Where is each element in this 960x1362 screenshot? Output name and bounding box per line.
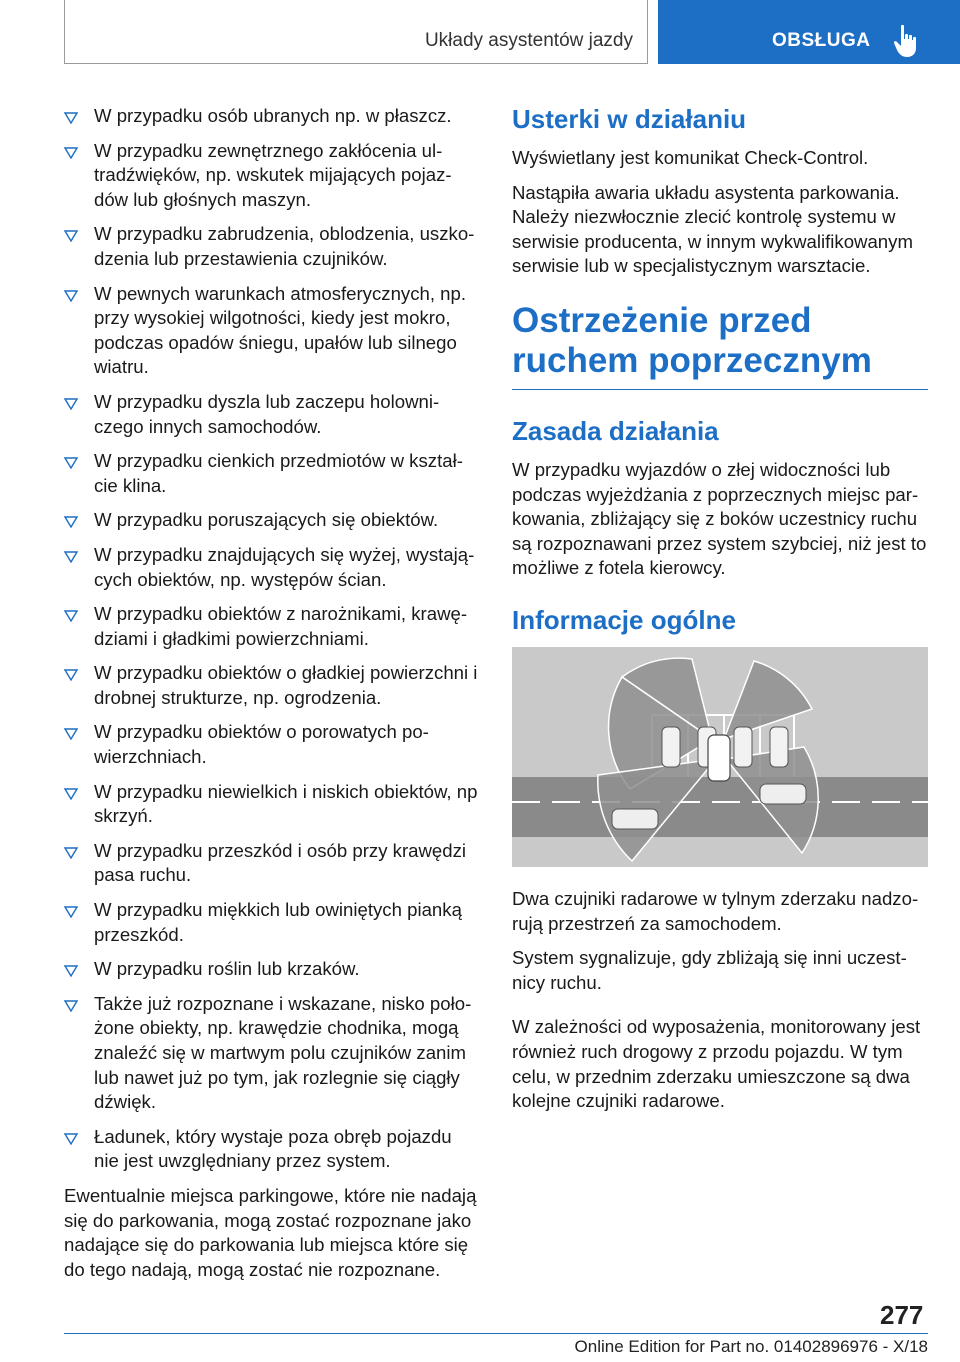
zasada-paragraph: W przypadku wyjazdów o złej widoczności lub podczas wyjeżdżania z poprzecznych miejsc parkowania, zbliżający się z boków uczestnicy ruchu są rozpoznawani przez system szybciej, niż jest to możliwe z fotela kierowcy. xyxy=(512,458,927,579)
list-item: W przypadku miękkich lub owiniętych pianką przeszkód. xyxy=(64,898,478,947)
list-item: W pewnych warunkach atmosferycznych, np. przy wysokiej wilgotności, kiedy jest mokro, podczas opadów śniegu, upałów lub silnego wiatru. xyxy=(64,282,478,380)
triangle-bullet-icon xyxy=(64,669,78,681)
header-chapter-box xyxy=(64,0,648,64)
triangle-bullet-icon xyxy=(64,230,78,242)
triangle-bullet-icon xyxy=(64,1133,78,1145)
usterki-paragraph-1: Wyświetlany jest komunikat Check-Control. xyxy=(512,147,869,168)
triangle-bullet-icon xyxy=(64,112,78,124)
informacje-heading: Informacje ogólne xyxy=(512,604,736,635)
triangle-bullet-icon xyxy=(64,551,78,563)
list-item: Ładunek, który wystaje poza obręb pojazdu nie jest uwzględniany przez system. xyxy=(64,1125,478,1174)
edition-line: Online Edition for Part no. 01402896976 - X/18 xyxy=(574,1337,928,1356)
triangle-bullet-icon xyxy=(64,906,78,918)
triangle-bullet-icon xyxy=(64,610,78,622)
usterki-heading: Usterki w działaniu xyxy=(512,104,747,134)
triangle-bullet-icon xyxy=(64,965,78,977)
list-item: Także już rozpoznane i wskazane, nisko położone obiekty, np. krawędzie chodnika, mogą znaleźć się w martwym polu czujników zanim lub nawet już po tym, jak rozlegnie się ciągły dźwięk. xyxy=(64,992,478,1115)
list-item: W przypadku zabrudzenia, oblodzenia, uszkodzenia lub przestawienia czujników. xyxy=(64,222,478,271)
triangle-bullet-icon xyxy=(64,1000,78,1012)
triangle-bullet-icon xyxy=(64,290,78,302)
list-item: W przypadku obiektów o porowatych powierzchniach. xyxy=(64,720,478,769)
main-heading: Ostrzeżenie przed ruchem poprzecznym xyxy=(512,301,928,390)
list-item: W przypadku przeszkód i osób przy krawędzi pasa ruchu. xyxy=(64,839,478,888)
figure-paragraph-2: System sygnalizuje, gdy zbliżają się inni uczestnicy ruchu. xyxy=(512,947,907,993)
header-section-tab[interactable] xyxy=(658,0,960,64)
list-item: W przypadku osób ubranych np. w płaszcz. xyxy=(64,104,478,129)
list-item: W przypadku dyszla lub zaczepu holowniczego innych samochodów. xyxy=(64,390,478,439)
page-number: 277 xyxy=(880,1300,924,1330)
triangle-bullet-icon xyxy=(64,728,78,740)
footer-divider xyxy=(64,1333,928,1334)
list-item: W przypadku obiektów z narożnikami, krawędziami i gładkimi powierzchniami. xyxy=(64,602,478,651)
triangle-bullet-icon xyxy=(64,457,78,469)
list-item: W przypadku zewnętrznego zakłócenia ultradźwięków, np. wskutek mijających pojazdów lub głośnych maszyn. xyxy=(64,139,478,213)
list-item: W przypadku cienkich przedmiotów w kształcie klina. xyxy=(64,449,478,498)
triangle-bullet-icon xyxy=(64,516,78,528)
list-item: W przypadku poruszających się obiektów. xyxy=(64,508,478,533)
hand-pointing-icon xyxy=(892,24,922,58)
triangle-bullet-icon xyxy=(64,847,78,859)
figure-paragraph-3: W zależności od wyposażenia, monitorowany jest również ruch drogowy z przodu pojazdu. W tym celu, w przednim zderzaku umieszczone są dwa kolejne czujniki radarowe. xyxy=(512,1016,921,1112)
cross-traffic-radar-illustration xyxy=(512,647,928,867)
section-label: OBSŁUGA xyxy=(772,30,871,51)
triangle-bullet-icon xyxy=(64,147,78,159)
limitations-list xyxy=(64,104,478,1174)
list-item: W przypadku niewielkich i niskich obiektów, np skrzyń. xyxy=(64,780,478,829)
list-item: W przypadku roślin lub krzaków. xyxy=(64,957,478,982)
chapter-title: Układy asystentów jazdy xyxy=(424,30,633,51)
closing-paragraph: Ewentualnie miejsca parkingowe, które nie nadają się do parkowania, mogą zostać rozpoznane jako nadające się do parkowania lub miejsca które się do tego nadają, mogą zostać nie rozpoznane. xyxy=(64,1184,477,1280)
zasada-heading: Zasada działania xyxy=(512,415,719,446)
figure-paragraph-1: Dwa czujniki radarowe w tylnym zderzaku nadzorują przestrzeń za samochodem. xyxy=(512,887,919,934)
list-item: W przypadku obiektów o gładkiej powierzchni i drobnej strukturze, np. ogrodzenia. xyxy=(64,661,478,710)
right-column xyxy=(512,104,928,1124)
left-column xyxy=(64,104,478,1292)
triangle-bullet-icon xyxy=(64,398,78,410)
list-item: W przypadku znajdujących się wyżej, wystających obiektów, np. występów ścian. xyxy=(64,543,478,592)
triangle-bullet-icon xyxy=(64,788,78,800)
usterki-paragraph-2: Nastąpiła awaria układu asystenta parkowania. Należy niezwłocznie zlecić kontrolę systemu w serwisie producenta, w innym wykwalifikowanym serwisie lub w specjalistycznym warsztacie. xyxy=(512,181,913,277)
